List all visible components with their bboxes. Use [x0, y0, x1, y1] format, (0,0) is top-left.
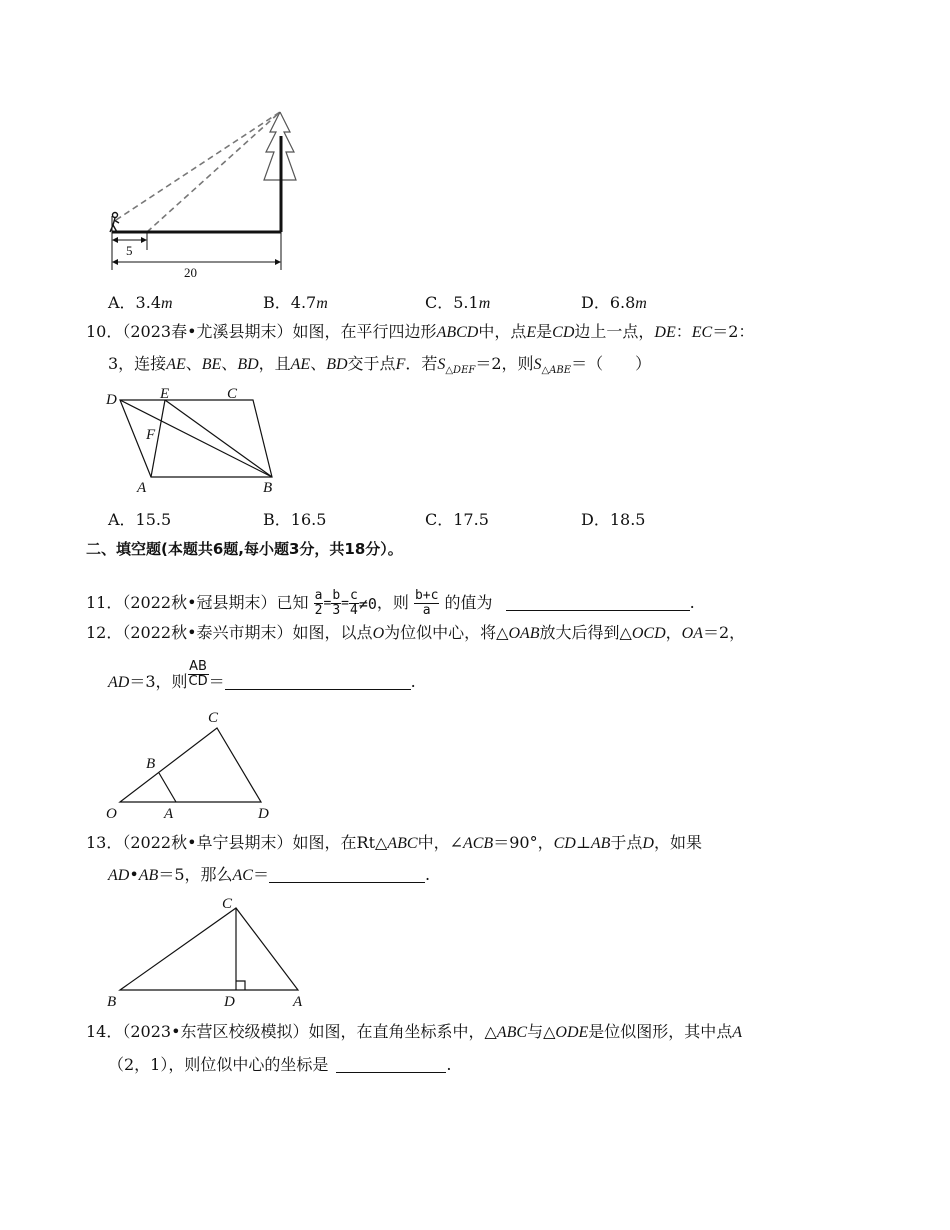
q12-segment-ab [159, 773, 176, 802]
q13-text-line2: AD•AB＝5，那么AC＝ . [108, 865, 431, 884]
q9-option-a[interactable]: A．3.4m [108, 293, 173, 312]
q9-dim-label-5: 5 [126, 243, 133, 258]
q10-text-line2: 3，连接AE、BE、BD，且AE、BD交于点F．若$S_{\triangle DEF}=2$，则$S_{\triangle ABE}=$（ ） [108, 354, 652, 377]
q10-label-a: A [137, 480, 147, 496]
q13-answer-blank[interactable] [269, 866, 425, 883]
q13-text-line1: 13．（2022秋•阜宁县期末）如图，在Rt△ABC中，∠ACB＝90°，CD⊥AB于点D，如果 [86, 833, 702, 852]
q11-fraction-c4: $\frac{c}{4}$ [349, 588, 358, 618]
q12-text-line1: 12．（2022秋•泰兴市期末）如图，以点O为位似中心，将△OAB放大后得到△OCD，OA＝2， [86, 623, 746, 642]
q13-label-d: D [224, 994, 235, 1010]
q10-segment-bd [120, 400, 272, 477]
q10-option-b[interactable]: B．16.5 [263, 510, 327, 529]
q10-label-f: F [146, 427, 156, 443]
q11-fraction-a2: $\frac{a}{2}$ [314, 588, 323, 618]
q12-label-d: D [258, 806, 269, 822]
q9-option-c[interactable]: C．5.1m [425, 293, 491, 312]
q10-option-a[interactable]: A．15.5 [108, 510, 172, 529]
q9-option-d[interactable]: D．6.8m [581, 293, 647, 312]
q11-fraction-b3: $\frac{b}{3}$ [332, 588, 341, 618]
q13-label-c: C [222, 896, 233, 912]
q11-fraction-bc-a: $\frac{b+c}{a}$ [414, 588, 439, 618]
q12-fraction-ab-cd: $\frac{AB}{CD}$ [188, 659, 208, 689]
q10-label-b: B [263, 480, 273, 496]
q11-answer-blank[interactable] [506, 594, 690, 611]
q10-label-c: C [227, 386, 238, 402]
q13-triangle-abc [120, 908, 298, 990]
q10-option-d[interactable]: D．18.5 [581, 510, 646, 529]
q13-label-b: B [107, 994, 117, 1010]
q10-parallelogram-figure [100, 384, 290, 496]
q9-tree-figure [100, 108, 300, 280]
q9-option-b[interactable]: B．4.7m [263, 293, 328, 312]
q13-right-triangle-figure [100, 894, 310, 1012]
q12-text-line2: AD＝3，则 $\frac{AB}{CD}$ ＝ . [108, 659, 416, 691]
q9-mirror-sight-line [147, 112, 280, 232]
q12-label-a: A [164, 806, 174, 822]
q14-text-line2: （2，1），则位似中心的坐标是 . [108, 1055, 452, 1074]
q9-dim-label-20: 20 [184, 265, 197, 280]
q13-label-a: A [293, 994, 303, 1010]
q12-triangle-ocd [120, 728, 261, 802]
q12-label-c: C [208, 710, 219, 726]
section-heading-fill-blank: 二、填空题(本题共6题,每小题3分，共18分）。 [86, 540, 403, 558]
q11-text: 11．（2022秋•冠县期末）已知 $\frac{a}{2}$ = $\frac{b}{3}$ = $\frac{c}{4}$ ≠0，则 $\frac{b+c}{a}$ 的值为 . [86, 588, 695, 618]
q9-person-icon [110, 213, 119, 233]
q10-text-line1: 10．（2023春•尤溪县期末）如图，在平行四边形ABCD中，点E是CD边上一点，DE：EC＝2： [86, 322, 755, 341]
q10-option-c[interactable]: C．17.5 [425, 510, 489, 529]
q12-answer-blank[interactable] [225, 673, 411, 690]
q10-label-e: E [160, 386, 170, 402]
q12-label-o: O [106, 806, 117, 822]
q12-similar-triangle-figure [100, 706, 280, 822]
q14-answer-blank[interactable] [336, 1056, 446, 1073]
q10-label-d: D [106, 392, 117, 408]
q12-label-b: B [146, 756, 156, 772]
q13-right-angle-mark [236, 981, 245, 990]
q9-sight-line [116, 112, 280, 220]
q14-text-line1: 14．（2023•东营区校级模拟）如图，在直角坐标系中，△ABC与△ODE是位似图形，其中点A [86, 1022, 743, 1041]
